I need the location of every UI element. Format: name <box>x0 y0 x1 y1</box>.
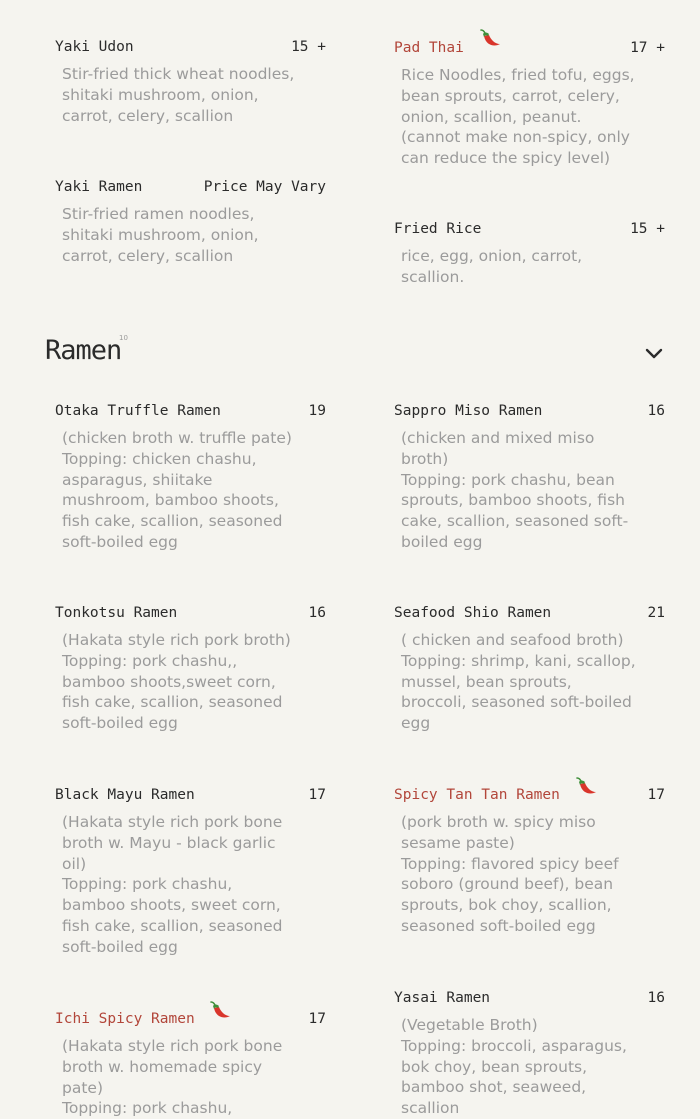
item-name: Fried Rice <box>394 221 482 237</box>
item-price: 17 <box>308 1011 326 1027</box>
item-description: (chicken and mixed miso broth) Topping: pork chashu, bean sprouts, bamboo shoots, fish cake, scallion, seasoned soft- boiled egg <box>401 429 629 551</box>
item-price: 19 <box>308 403 326 419</box>
item-price: 15 + <box>291 39 326 55</box>
item-name: Black Mayu Ramen <box>55 787 195 803</box>
item-description: ( chicken and seafood broth) Topping: shrimp, kani, scallop, mussel, bean sprouts, broccoli, seasoned soft-boiled egg <box>401 631 636 733</box>
item-name: Tonkotsu Ramen <box>55 605 178 621</box>
item-price: 17 <box>647 787 665 803</box>
item-name: Yaki Udon <box>55 39 134 55</box>
chili-pepper-icon <box>576 777 598 797</box>
menu-item-yasai-ramen[interactable] <box>394 989 665 1118</box>
item-description: (Hakata style rich pork broth) Topping: pork chashu,, bamboo shoots,sweet corn, fish cake, scallion, seasoned soft-boiled egg <box>62 631 291 733</box>
item-price: 21 <box>647 605 665 621</box>
menu-item-sappro-miso-ramen[interactable] <box>394 402 665 562</box>
item-name: Sappro Miso Ramen <box>394 403 543 419</box>
item-description: (chicken broth w. truffle pate) Topping: chicken chashu, asparagus, shiitake mushroom, bamboo shoots, fish cake, scallion, seasoned soft-boiled egg <box>62 429 292 551</box>
menu-item-tonkotsu-ramen[interactable] <box>55 604 326 744</box>
item-description: (Hakata style rich pork bone broth w. homemade spicy pate) Topping: pork chashu, <box>62 1037 283 1118</box>
item-price: 17 <box>308 787 326 803</box>
item-price: 15 + <box>630 221 665 237</box>
menu-item-yaki-ramen[interactable] <box>55 178 326 278</box>
item-name: Pad Thai <box>394 40 464 56</box>
item-name: Yasai Ramen <box>394 990 491 1006</box>
item-name: Seafood Shio Ramen <box>394 605 552 621</box>
menu-item-fried-rice[interactable] <box>394 220 665 300</box>
item-price: 16 <box>647 990 665 1006</box>
item-price: 17 + <box>630 40 665 56</box>
item-name: Spicy Tan Tan Ramen <box>394 787 560 803</box>
menu-item-yaki-udon[interactable] <box>55 38 326 138</box>
item-description: Stir-fried ramen noodles, shitaki mushroom, onion, carrot, celery, scallion <box>62 205 259 265</box>
menu-item-ichi-spicy-ramen[interactable] <box>55 1010 326 1118</box>
chili-pepper-icon <box>210 1001 232 1021</box>
item-description: Rice Noodles, fried tofu, eggs, bean sprouts, carrot, celery, onion, scallion, peanut. (cannot make non-spicy, only can reduce the spicy level) <box>401 66 635 168</box>
item-description: rice, egg, onion, carrot, scallion. <box>401 247 583 286</box>
menu-item-pad-thai[interactable] <box>394 39 665 179</box>
menu-item-spicy-tan-tan-ramen[interactable] <box>394 786 665 946</box>
section-title: Ramen <box>45 335 122 366</box>
item-description: (pork broth w. spicy miso sesame paste) Topping: flavored spicy beef soboro (ground beef), bean sprouts, bok choy, scallion, seasoned soft-boiled egg <box>401 813 619 935</box>
item-price: Price May Vary <box>203 179 326 195</box>
item-description: (Vegetable Broth) Topping: broccoli, asparagus, bok choy, bean sprouts, bamboo shot, seaweed, scallion <box>401 1016 627 1118</box>
item-name: Yaki Ramen <box>55 179 143 195</box>
menu-item-otaka-truffle-ramen[interactable] <box>55 402 326 562</box>
item-price: 16 <box>308 605 326 621</box>
item-price: 16 <box>647 403 665 419</box>
item-name: Ichi Spicy Ramen <box>55 1011 195 1027</box>
menu-item-seafood-shio-ramen[interactable] <box>394 604 665 744</box>
item-name: Otaka Truffle Ramen <box>55 403 221 419</box>
menu-item-black-mayu-ramen[interactable] <box>55 786 326 966</box>
chevron-down-icon[interactable] <box>644 345 664 361</box>
item-description: (Hakata style rich pork bone broth w. Mayu - black garlic oil) Topping: pork chashu, bamboo shoots, sweet corn, fish cake, scallion, seasoned soft-boiled egg <box>62 813 283 956</box>
chili-pepper-icon <box>480 29 502 49</box>
section-item-count: 10 <box>119 334 128 342</box>
item-description: Stir-fried thick wheat noodles, shitaki mushroom, onion, carrot, celery, scallion <box>62 65 295 125</box>
